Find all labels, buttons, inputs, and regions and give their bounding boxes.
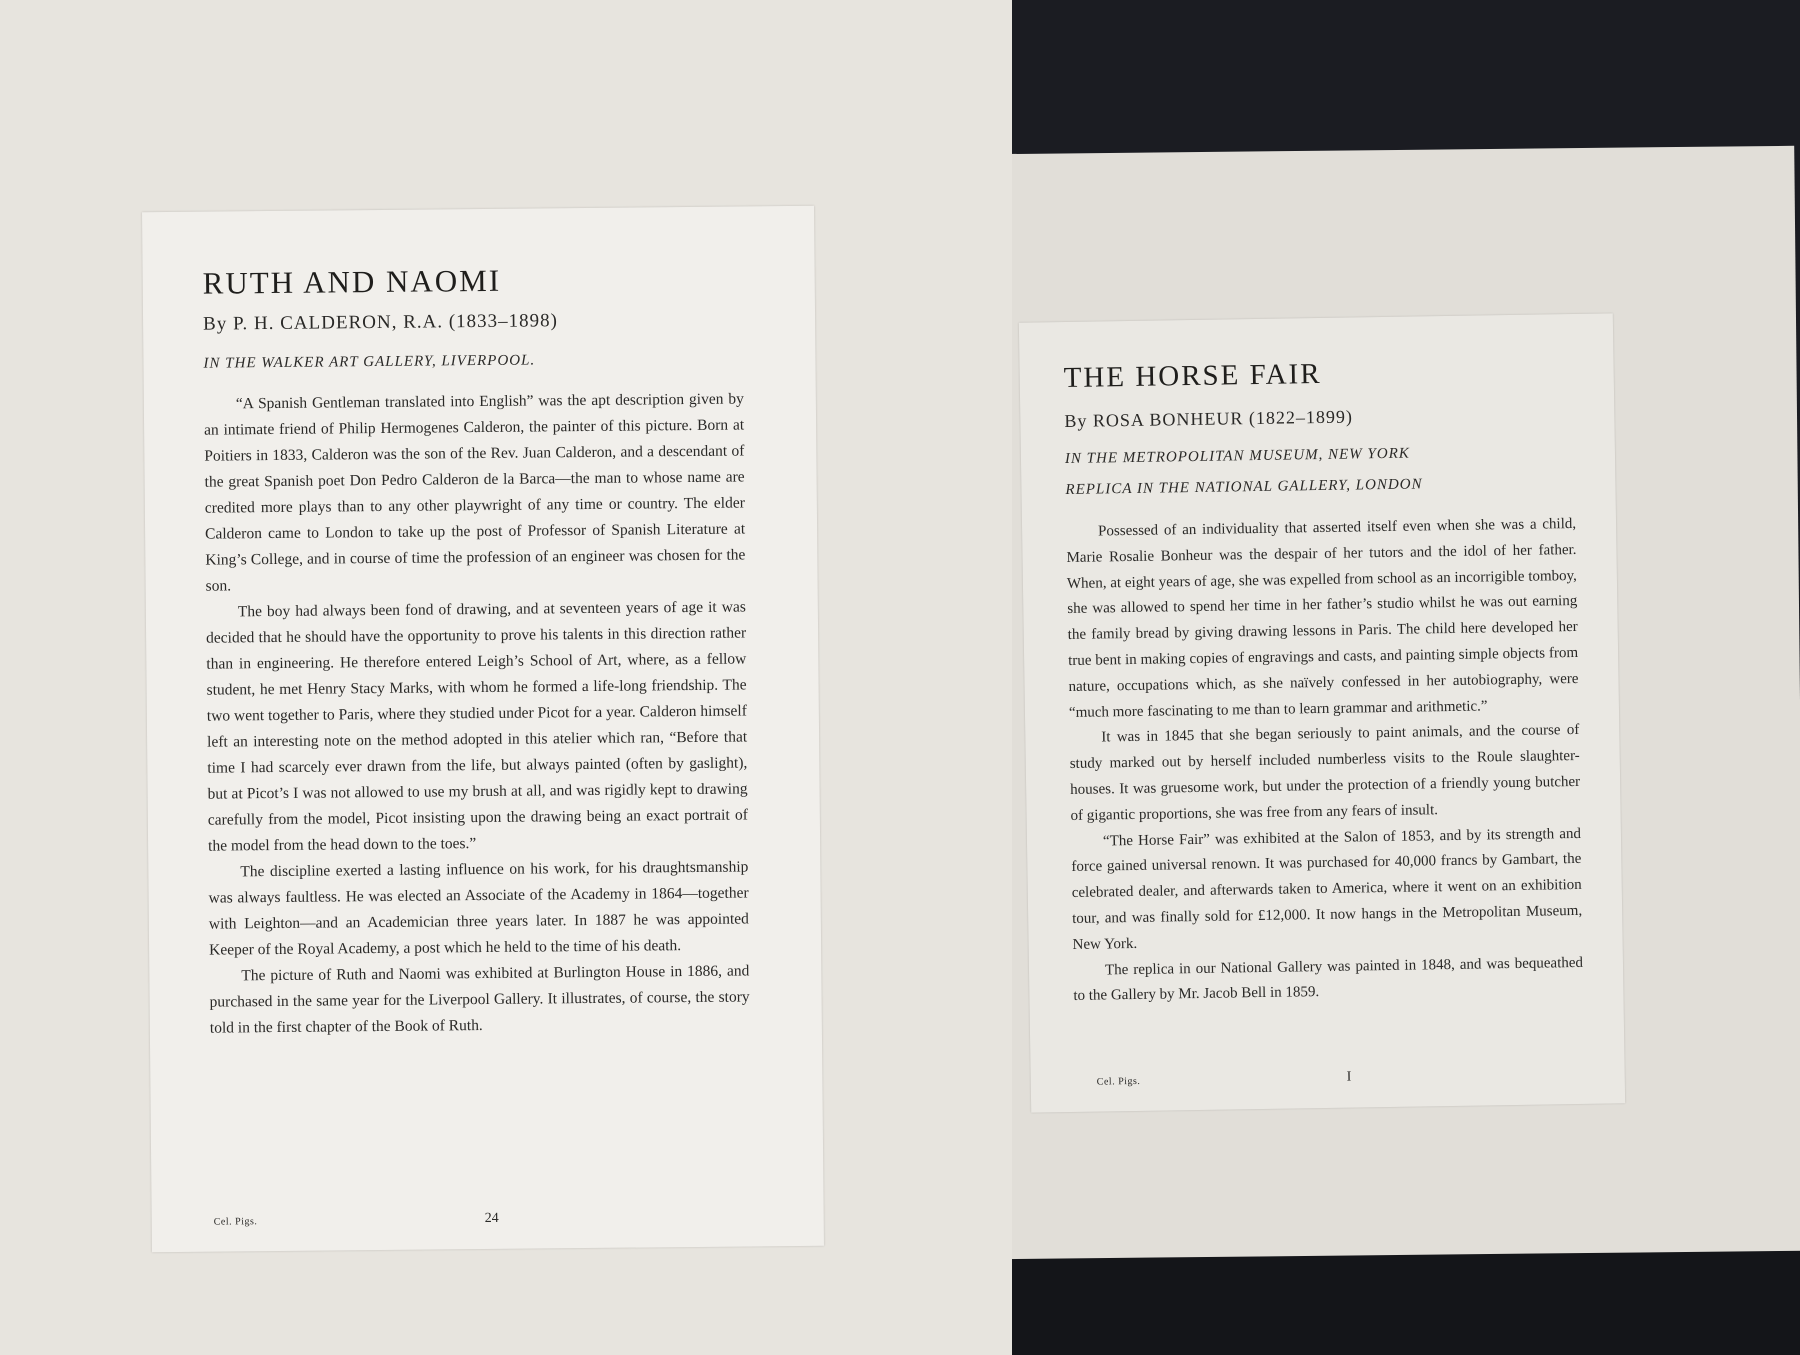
paragraph: The picture of Ruth and Naomi was exhibited at Burlington House in 1886, and purchased in the same year for the Liverpool Gallery. It illustrates, of course, the story told in the first chapter of the Book of Ruth. [209,962,750,1037]
article-body [1066,512,1584,1010]
folio-label: Cel. Pigs. [1096,1075,1141,1088]
paragraph: Possessed of an individuality that asserted itself even when she was a child, Marie Rosalie Bonheur was the despair of her tutors and the idol of her father. When, at eight years of age, she was expelled from school as an incorrigible tomboy, she was allowed to spend her time in her father’s studio whilst he was out earning the family bread by giving drawing lessons in Paris. The child here developed her true bent in making copies of engravings and casts, and painting simple objects from nature, occupations which, as she naïvely confessed in her autobiography, were “much more fascinating to me than to learn grammar and arithmetic.” [1066,515,1579,721]
paragraph: “A Spanish Gentleman translated into English” was the apt description given by an intimate friend of Philip Hermogenes Calderon, the painter of this picture. Born at Poitiers in 1833, Calderon was the son of the Rev. Juan Calderon, and a descendant of the great Spanish poet Don Pedro Calderon de la Barca—the man to whose name are credited more plays than to any other playwright of any time or country. The elder Calderon came to London to take up the post of Professor of Spanish Literature at King’s College, and in course of time the profession of an engineer was chosen for the son. [204,390,746,595]
page-title: RUTH AND NAOMI [202,262,502,301]
gallery-location: IN THE WALKER ART GALLERY, LIVERPOOL. [203,352,536,372]
ruth-and-naomi-page [142,206,824,1252]
dark-backdrop [1000,1250,1800,1355]
artist-byline: By ROSA BONHEUR (1822–1899) [1064,406,1354,432]
paragraph: It was in 1845 that she began seriously to paint animals, and the course of study marked out by herself included numberless visits to the Roule slaughter-houses. It was gruesome work, but under the protection of a friendly young butcher of gigantic proportions, she was free from any fears of insult. [1069,722,1581,824]
artist-byline: By P. H. CALDERON, R.A. (1833–1898) [203,310,559,335]
page-number: 24 [484,1210,499,1227]
paragraph: The replica in our National Gallery was painted in 1848, and was bequeathed to the Gallery by Mr. Jacob Bell in 1859. [1073,954,1584,1005]
paragraph: The discipline exerted a lasting influence on his work, for his draughtsmanship was always faultless. He was elected an Associate of the Academy in 1864—together with Leighton—and an Academician three years later. In 1887 he was appointed Keeper of the Royal Academy, a post which he held to the time of his death. [208,858,749,959]
folio-label: Cel. Pigs. [213,1216,258,1228]
replica-location: REPLICA IN THE NATIONAL GALLERY, LONDON [1065,476,1423,499]
page-number: I [1346,1069,1352,1085]
paragraph: “The Horse Fair” was exhibited at the Salon of 1853, and by its strength and force gained universal renown. It was purchased for 40,000 francs by Gambart, the celebrated dealer, and afterwards taken to America, where it went on an exhibition tour, and was finally sold for £12,000. It now hangs in the Metropolitan Museum, New York. [1071,825,1583,953]
article-body [204,386,750,1041]
horse-fair-page [1019,313,1625,1112]
page-title: THE HORSE FAIR [1063,357,1322,395]
museum-location: IN THE METROPOLITAN MUSEUM, NEW YORK [1064,445,1410,468]
paragraph: The boy had always been fond of drawing, and at seventeen years of age it was decided that he should have the opportunity to prove his talents in this direction rather than in engineering. He therefore entered Leigh’s School of Art, where, as a fellow student, he met Henry Stacy Marks, with whom he formed a life-long friendship. The two went together to Paris, where they studied under Picot for a year. Calderon himself left an interesting note on the method adopted in this atelier which ran, “Before that time I had scarcely ever drawn from the life, but always painted (often by gaslight), but at Picot’s I was not allowed to use my brush at all, and was rigidly kept to drawing carefully from the model, Picot insisting upon the drawing being an exact portrait of the model from the head down to the toes.” [206,598,748,855]
